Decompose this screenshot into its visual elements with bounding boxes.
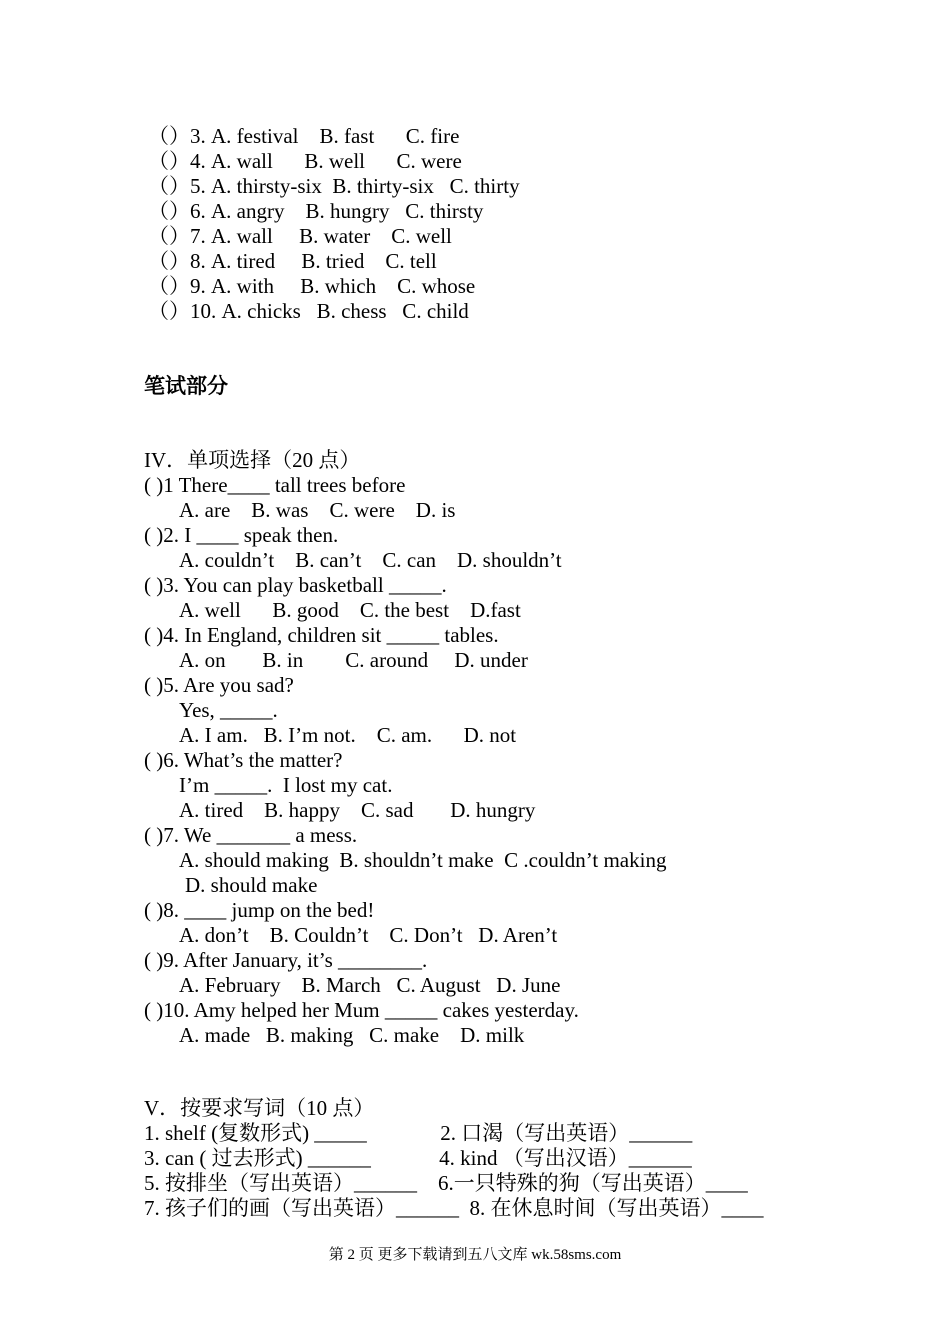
question-10-options: A. made B. making C. make D. milk bbox=[179, 1023, 525, 1047]
question-8: ( )8. ____ jump on the bed! bbox=[144, 898, 375, 922]
question-6-response: I’m _____. I lost my cat. bbox=[179, 773, 393, 797]
word-task-row-4: 7. 孩子们的画（写出英语）______ 8. 在休息时间（写出英语）____ bbox=[144, 1196, 764, 1220]
phonics-item-3: （）3. A. festival B. fast C. fire bbox=[148, 124, 460, 148]
page-footer: 第 2 页 更多下载请到五八文库 wk.58sms.com bbox=[328, 1247, 622, 1263]
question-7-options: A. should making B. shouldn’t make C .couldn’t making bbox=[179, 848, 667, 872]
question-1: ( )1 There____ tall trees before bbox=[144, 473, 406, 497]
question-3-options: A. well B. good C. the best D.fast bbox=[179, 598, 521, 622]
question-2: ( )2. I ____ speak then. bbox=[144, 523, 339, 547]
phonics-item-9: （）9. A. with B. which C. whose bbox=[148, 274, 476, 298]
question-1-options: A. are B. was C. were D. is bbox=[179, 498, 456, 522]
phonics-item-5: （）5. A. thirsty-six B. thirty-six C. thirty bbox=[148, 174, 520, 198]
question-3: ( )3. You can play basketball _____. bbox=[144, 573, 447, 597]
section-5-title: V．按要求写词（10 点） bbox=[144, 1096, 375, 1120]
word-task-row-1: 1. shelf (复数形式) _____ 2. 口渴（写出英语）______ bbox=[144, 1121, 693, 1145]
question-10: ( )10. Amy helped her Mum _____ cakes yesterday. bbox=[144, 998, 579, 1022]
word-task-row-2: 3. can ( 过去形式) ______ 4. kind （写出汉语）______ bbox=[144, 1146, 692, 1170]
question-4: ( )4. In England, children sit _____ tables. bbox=[144, 623, 499, 647]
question-5: ( )5. Are you sad? bbox=[144, 673, 294, 697]
phonics-item-7: （）7. A. wall B. water C. well bbox=[148, 224, 452, 248]
phonics-item-4: （）4. A. wall B. well C. were bbox=[148, 149, 462, 173]
question-9-options: A. February B. March C. August D. June bbox=[179, 973, 561, 997]
phonics-item-6: （）6. A. angry B. hungry C. thirsty bbox=[148, 199, 484, 223]
question-5-response: Yes, _____. bbox=[179, 698, 278, 722]
written-part-title: 笔试部分 bbox=[144, 374, 228, 398]
question-4-options: A. on B. in C. around D. under bbox=[179, 648, 528, 672]
question-6-options: A. tired B. happy C. sad D. hungry bbox=[179, 798, 536, 822]
phonics-item-10: （）10. A. chicks B. chess C. child bbox=[148, 299, 469, 323]
word-task-row-3: 5. 按排坐（写出英语）______ 6.一只特殊的狗（写出英语）____ bbox=[144, 1171, 748, 1195]
question-7-option-d: D. should make bbox=[185, 873, 318, 897]
question-8-options: A. don’t B. Couldn’t C. Don’t D. Aren’t bbox=[179, 923, 558, 947]
question-9: ( )9. After January, it’s ________. bbox=[144, 948, 428, 972]
question-2-options: A. couldn’t B. can’t C. can D. shouldn’t bbox=[179, 548, 562, 572]
question-7: ( )7. We _______ a mess. bbox=[144, 823, 358, 847]
question-6: ( )6. What’s the matter? bbox=[144, 748, 343, 772]
phonics-item-8: （）8. A. tired B. tried C. tell bbox=[148, 249, 437, 273]
section-4-title: IV．单项选择（20 点） bbox=[144, 448, 361, 472]
question-5-options: A. I am. B. I’m not. C. am. D. not bbox=[179, 723, 517, 747]
